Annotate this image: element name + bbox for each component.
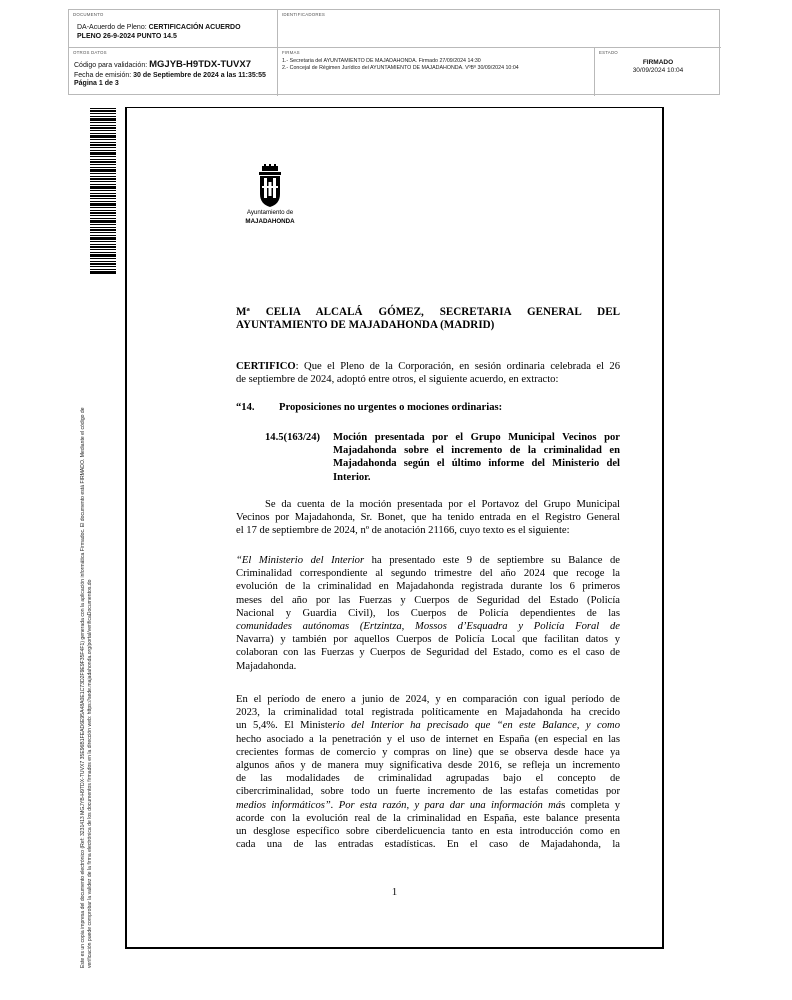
documento-line-1 bbox=[77, 23, 241, 32]
logo-text-line-1: Ayuntamiento de bbox=[246, 209, 294, 216]
firma-2: 2.- Concejal de Régimen Jurídico del AYUNTAMIENTO DE MAJADAHONDA. VºBº 30/09/2024 10:04 bbox=[282, 65, 519, 71]
estado-value: FIRMADO bbox=[642, 59, 674, 66]
firmas-label: FIRMAS bbox=[282, 50, 300, 55]
title-line-2: AYUNTAMIENTO DE MAJADAHONDA (MADRID) bbox=[236, 319, 495, 332]
period-line-9 bbox=[236, 799, 620, 812]
period-line-9-italic: medios informáticos”. Por esta razón, y para dar una información má bbox=[236, 799, 562, 811]
period-line-11: un desglose específico sobre ciberdelicuencia tanto en esta introducción como en bbox=[236, 826, 620, 838]
period-line-3-start: un 5,4%. El Ministe bbox=[236, 720, 333, 732]
documento-prefix: DA-Acuerdo de Pleno: bbox=[77, 24, 149, 31]
section-14-number: “14. bbox=[236, 402, 255, 413]
documento-bold: CERTIFICACIÓN ACUERDO bbox=[148, 24, 241, 31]
document-title bbox=[236, 306, 620, 333]
period-line-4: hecho asociado a la penetración y el uso de internet en España (en especial en las bbox=[236, 733, 620, 745]
quote-line-7: Navarra) y también por aquellos Cuerpos de Policía Local que facilitan datos y bbox=[236, 634, 620, 646]
se-line-1: Se da cuenta de la moción presentada por el Portavoz del Grupo Municipal bbox=[265, 499, 620, 510]
quote-line-6: comunidades autónomas (Ertzintza, Mossos d’Esquadra y Policía Foral de bbox=[236, 621, 620, 633]
certifico-bold: CERTIFICO bbox=[236, 361, 296, 372]
barcode-image bbox=[90, 108, 116, 275]
document-page bbox=[125, 107, 664, 949]
se-da-cuenta-paragraph bbox=[236, 498, 620, 538]
quote-line-4: meses del año por las Fuerzas y Cuerpos de Seguridad del Estado (Policía bbox=[236, 594, 620, 606]
period-line-10: acorde con la evolución real de la criminalidad en España, este balance presenta bbox=[236, 812, 620, 824]
se-line-3: el 17 de septiembre de 2024, nº de anotación 21166, cuyo texto es el siguiente: bbox=[236, 525, 570, 537]
section-14-heading bbox=[236, 401, 620, 414]
item-line-4: Interior. bbox=[333, 471, 371, 483]
period-line-2: 2023, la criminalidad total registrada políticamente en Majadahonda ha crecido bbox=[236, 707, 620, 719]
quote-line-3: evolución de la criminalidad en Majadahonda registrada durante los 6 primeros bbox=[236, 581, 620, 593]
quote-line-8: colaboran con las Fuerzas y Cuerpos de Seguridad del Estado, como es el caso de bbox=[236, 647, 620, 659]
item-title bbox=[333, 431, 620, 484]
estado-label: ESTADO bbox=[599, 50, 618, 55]
item-line-1: Moción presentada por el Grupo Municipal Vecinos por bbox=[333, 432, 620, 443]
estado-fecha: 30/09/2024 10:04 bbox=[632, 67, 684, 74]
quote-line-2: Criminalidad correspondiente al segundo trimestre del año 2024 que recoge la bbox=[236, 568, 620, 580]
period-line-6: algunos años y de manera muy significativa desde 2016, se refleja un incremento bbox=[236, 760, 620, 772]
section-14-title: Proposiciones no urgentes o mociones ordinarias: bbox=[279, 402, 503, 413]
documento-label: DOCUMENTO bbox=[73, 12, 104, 17]
firmas-cell bbox=[278, 48, 595, 96]
se-line-2: Vecinos por Majadahonda, Sr. Bonet, que ha tenido entrada en el Registro General bbox=[236, 512, 620, 524]
item-number: 14.5(163/24) bbox=[265, 432, 321, 443]
quote-line-1 bbox=[236, 554, 620, 567]
quote-line-1-rest: ha presentado este 9 de septiembre su Balance de bbox=[364, 555, 620, 566]
quote-line-5: Nacional y Guardia Civil), los Cuerpos de Policía dependientes de las bbox=[236, 607, 620, 619]
period-line-3-italic: rio del Interior ha precisado que “en este Balance, y como bbox=[332, 720, 620, 732]
logo-text-line-2: MAJADAHONDA bbox=[245, 217, 295, 225]
cert-line-1 bbox=[236, 360, 620, 373]
certifico-paragraph bbox=[236, 360, 620, 386]
identificadores-cell bbox=[278, 10, 721, 48]
document-header-table bbox=[68, 9, 720, 95]
fecha-value: 30 de Septiembre de 2024 a las 11:35:55 bbox=[133, 72, 266, 79]
codigo-value: MGJYB-H9TDX-TUVX7 bbox=[149, 59, 251, 70]
quote-line-9: Majadahonda. bbox=[236, 660, 297, 672]
period-line-7: de las modalidades de criminalidad agrupadas bajo el concepto de bbox=[236, 773, 620, 785]
otros-datos-cell bbox=[69, 48, 278, 96]
page-number: 1 bbox=[391, 886, 398, 898]
estado-cell bbox=[595, 48, 721, 96]
codigo-validacion bbox=[74, 61, 251, 70]
documento-cell bbox=[69, 10, 278, 48]
period-line-9-rest: s completa y bbox=[561, 799, 620, 811]
period-line-1: En el período de enero a junio de 2024, y en comparación con igual período de bbox=[236, 694, 620, 705]
period-line-5: crecientes formas de comercio y compras on line) que se observa desde hace ya bbox=[236, 746, 620, 758]
periodo-paragraph bbox=[236, 693, 620, 851]
pagina-count: Página 1 de 3 bbox=[74, 80, 119, 87]
item-line-3: Majadahonda según el último informe del Ministerio del bbox=[333, 458, 620, 470]
cert-line-1-rest: : Que el Pleno de la Corporación, en sesión ordinaria celebrada el 26 bbox=[295, 361, 620, 372]
period-line-3 bbox=[236, 719, 620, 732]
otros-datos-label: OTROS DATOS bbox=[73, 50, 107, 55]
municipal-logo bbox=[230, 164, 310, 225]
fecha-emision bbox=[74, 72, 266, 80]
motion-quote-paragraph bbox=[236, 554, 620, 673]
period-line-12: cada una de las entradas estadísticas. En el caso de Majadahonda, la bbox=[236, 839, 620, 851]
item-line-2: Majadahonda sobre el incremento de la criminalidad en bbox=[333, 445, 620, 457]
side-text-line-1: Este es un copia impresa del documento electrónico (Ref: 3231413 MGJYB-H9TDX-TUVX7 35E96B1FEAD6E95A48A0E1C73D2F9E9F35F4F1) generada con la aplicación informática Firmadoc. El documento está FIRMADO. Mediante el código de bbox=[80, 407, 86, 968]
codigo-prefix: Código para validación: bbox=[74, 62, 150, 69]
firma-1: 1.- Secretaria del AYUNTAMIENTO DE MAJADAHONDA. Firmado 27/09/2024 14:30 bbox=[282, 58, 481, 64]
title-line-1: Mª CELIA ALCALÁ GÓMEZ, SECRETARIA GENERAL DEL bbox=[236, 306, 620, 318]
cert-line-2: de septiembre de 2024, adoptó entre otros, el siguiente acuerdo, en extracto: bbox=[236, 374, 559, 386]
coat-of-arms-icon bbox=[254, 164, 286, 208]
side-text-line-2: verificación puede comprobar la validez de la firma electrónica de los documentos firmados en la dirección web: https://sede.majadahonda.org/portal/verificaDocumentos.do bbox=[87, 579, 93, 968]
documento-line-2: PLENO 26-9-2024 PUNTO 14.5 bbox=[77, 33, 177, 40]
quote-italic-start: “El Ministerio del Interior bbox=[236, 555, 365, 566]
identificadores-label: IDENTIFICADORES bbox=[282, 12, 326, 17]
fecha-prefix: Fecha de emisión: bbox=[74, 72, 134, 79]
period-line-8: cibercriminalidad, sobre todo un fuerte incremento de las estafas cometidas por bbox=[236, 786, 620, 798]
verification-side-text bbox=[80, 298, 94, 968]
